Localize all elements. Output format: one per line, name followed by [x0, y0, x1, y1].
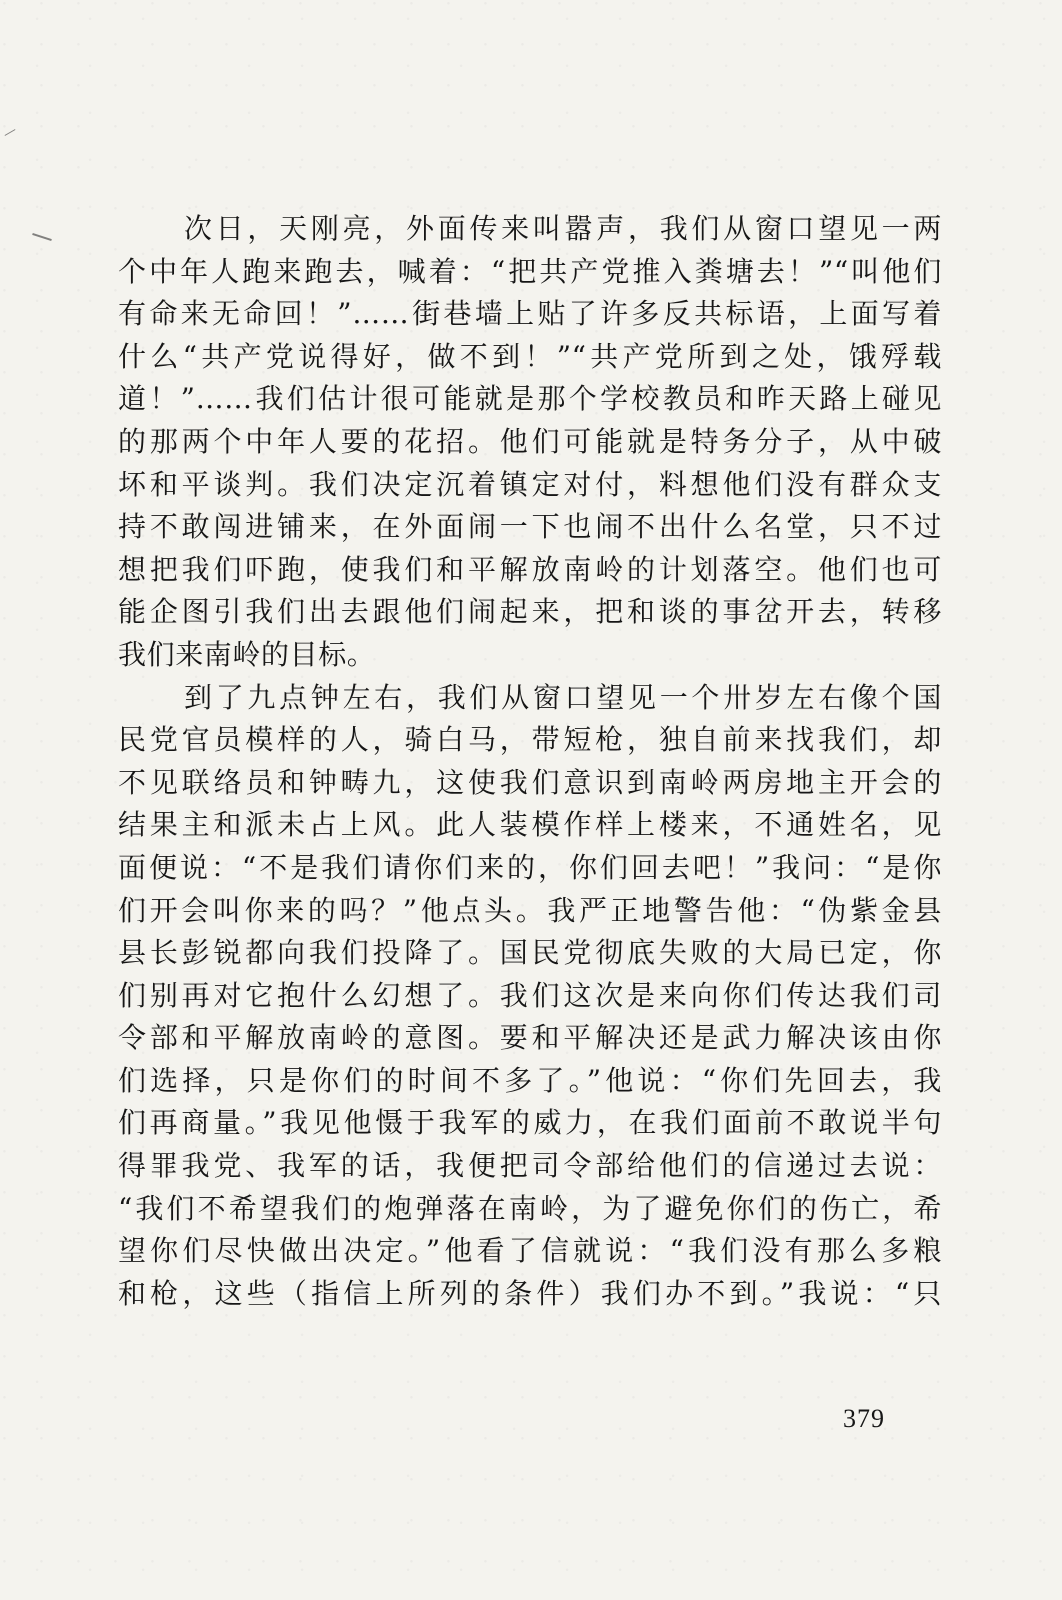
text-line: 什么“共产党说得好，做不到！”“共产党所到之处，饿殍载	[118, 339, 942, 373]
page-number: 379	[843, 1404, 885, 1433]
text-line: 结果主和派未占上风。此人装模作样上楼来，不通姓名，见	[118, 808, 942, 842]
text-line: 们别再对它抱什么幻想了。我们这次是来向你们传达我们司	[118, 978, 942, 1012]
text-line: “我们不希望我们的炮弹落在南岭，为了避免你们的伤亡，希	[118, 1191, 942, 1225]
text-line: 民党官员模样的人，骑白马，带短枪，独自前来找我们，却	[118, 723, 942, 757]
text-line: 我们来南岭的目标。	[118, 637, 376, 671]
text-line: 们开会叫你来的吗？”他点头。我严正地警告他：“伪紫金县	[118, 893, 942, 927]
text-line: 县长彭锐都向我们投降了。国民党彻底失败的大局已定，你	[118, 936, 942, 970]
text-line: 持不敢闯进铺来，在外面闹一下也闹不出什么名堂，只不过	[118, 510, 942, 544]
text-line: 不见联络员和钟畴九，这使我们意识到南岭两房地主开会的	[118, 765, 942, 799]
text-line: 面便说：“不是我们请你们来的，你们回去吧！”我问：“是你	[118, 850, 942, 884]
text-line: 到了九点钟左右，我们从窗口望见一个卅岁左右像个国	[184, 680, 942, 714]
paragraph-1	[118, 208, 942, 677]
text-line: 们选择，只是你们的时间不多了。”他说：“你们先回去，我	[118, 1063, 942, 1097]
scan-mark	[32, 233, 52, 241]
scan-mark	[5, 129, 16, 136]
text-line: 能企图引我们出去跟他们闹起来，把和谈的事岔开去，转移	[118, 595, 942, 629]
paragraph-2	[118, 677, 942, 1316]
text-line: 望你们尽快做出决定。”他看了信就说：“我们没有那么多粮	[118, 1234, 942, 1268]
text-line: 想把我们吓跑，使我们和平解放南岭的计划落空。他们也可	[118, 552, 942, 586]
text-line: 的那两个中年人要的花招。他们可能就是特务分子，从中破	[118, 424, 942, 458]
text-line: 次日，天刚亮，外面传来叫嚣声，我们从窗口望见一两	[184, 212, 942, 245]
body-text	[118, 208, 942, 1315]
text-line: 道！”……我们估计很可能就是那个学校教员和昨天路上碰见	[118, 382, 942, 416]
text-line: 们再商量。”我见他慑于我军的威力，在我们面前不敢说半句	[118, 1106, 942, 1140]
text-line: 个中年人跑来跑去，喊着：“把共产党推入粪塘去！”“叫他们	[118, 254, 942, 288]
text-line: 得罪我党、我军的话，我便把司令部给他们的信递过去说：	[118, 1149, 942, 1183]
text-line: 和枪，这些（指信上所列的条件）我们办不到。”我说：“只	[118, 1276, 942, 1310]
text-line: 有命来无命回！”……街巷墙上贴了许多反共标语，上面写着	[118, 297, 942, 331]
text-line: 坏和平谈判。我们决定沉着镇定对付，料想他们没有群众支	[118, 467, 942, 501]
text-line: 令部和平解放南岭的意图。要和平解决还是武力解决该由你	[118, 1021, 942, 1055]
